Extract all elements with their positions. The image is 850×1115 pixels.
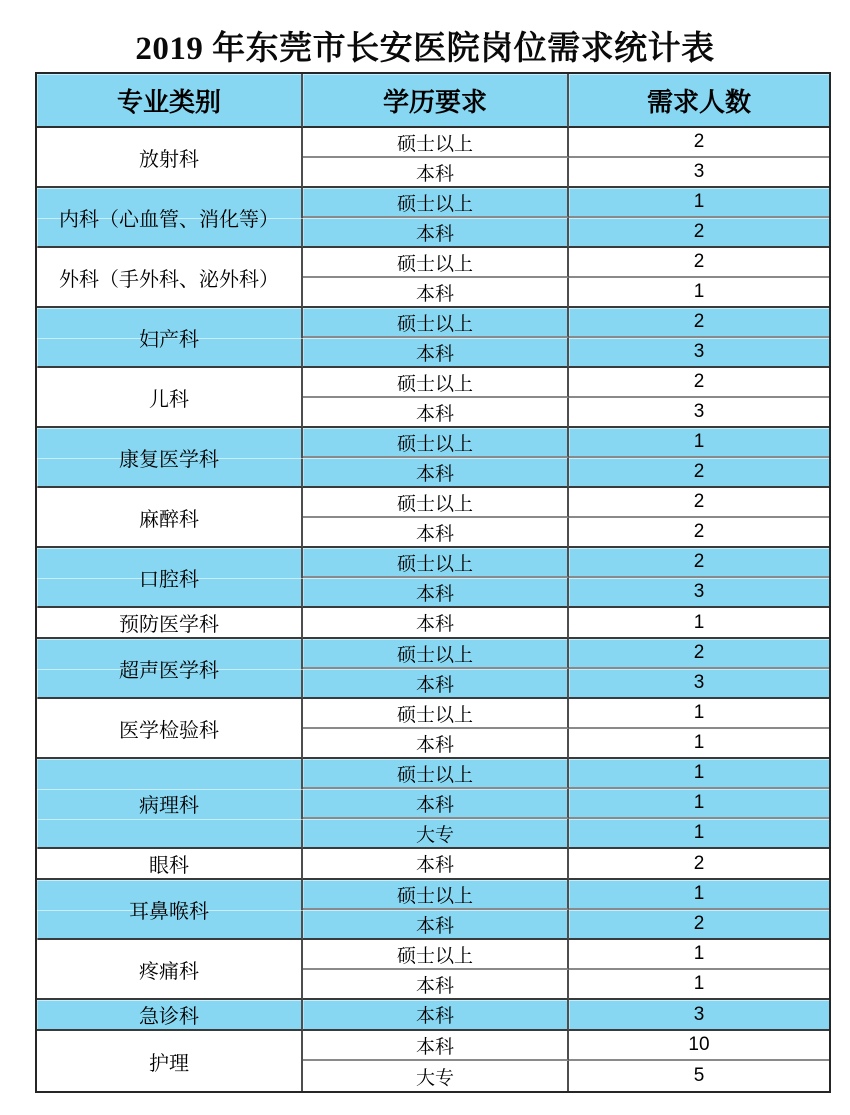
table-row [37, 188, 829, 218]
table-row [37, 699, 829, 729]
education-cell: 本科 [303, 518, 569, 548]
education-cell: 硕士以上 [303, 488, 569, 518]
category-cell: 眼科 [37, 849, 303, 880]
count-cell: 3 [569, 578, 829, 608]
count-cell: 2 [569, 458, 829, 488]
col-header-category: 专业类别 [37, 74, 303, 128]
table-row [37, 940, 829, 970]
category-cell: 护理 [37, 1031, 303, 1091]
count-cell: 2 [569, 849, 829, 880]
education-cell: 硕士以上 [303, 759, 569, 789]
education-cell: 本科 [303, 789, 569, 819]
education-cell: 本科 [303, 218, 569, 248]
education-cell: 硕士以上 [303, 880, 569, 910]
category-cell: 妇产科 [37, 308, 303, 368]
category-cell: 预防医学科 [37, 608, 303, 639]
table-row [37, 759, 829, 789]
education-cell: 本科 [303, 458, 569, 488]
category-cell: 医学检验科 [37, 699, 303, 759]
table-row [37, 548, 829, 578]
count-cell: 1 [569, 699, 829, 729]
count-cell: 5 [569, 1061, 829, 1091]
category-cell: 外科（手外科、泌外科） [37, 248, 303, 308]
table-row [37, 608, 829, 639]
category-cell: 超声医学科 [37, 639, 303, 699]
col-header-count: 需求人数 [569, 74, 829, 128]
education-cell: 本科 [303, 849, 569, 880]
education-cell: 本科 [303, 398, 569, 428]
education-cell: 硕士以上 [303, 940, 569, 970]
education-cell: 本科 [303, 970, 569, 1000]
count-cell: 1 [569, 608, 829, 639]
table-row [37, 639, 829, 669]
education-cell: 本科 [303, 1031, 569, 1061]
category-cell: 口腔科 [37, 548, 303, 608]
count-cell: 1 [569, 188, 829, 218]
count-cell: 1 [569, 970, 829, 1000]
education-cell: 大专 [303, 1061, 569, 1091]
count-cell: 2 [569, 548, 829, 578]
count-cell: 1 [569, 729, 829, 759]
category-cell: 内科（心血管、消化等） [37, 188, 303, 248]
count-cell: 1 [569, 789, 829, 819]
job-demand-table [35, 72, 831, 1093]
count-cell: 2 [569, 248, 829, 278]
category-cell: 疼痛科 [37, 940, 303, 1000]
education-cell: 本科 [303, 1000, 569, 1031]
count-cell: 2 [569, 218, 829, 248]
count-cell: 2 [569, 128, 829, 158]
count-cell: 3 [569, 338, 829, 368]
category-cell: 急诊科 [37, 1000, 303, 1031]
count-cell: 10 [569, 1031, 829, 1061]
count-cell: 2 [569, 910, 829, 940]
count-cell: 3 [569, 669, 829, 699]
col-header-education: 学历要求 [303, 74, 569, 128]
category-cell: 康复医学科 [37, 428, 303, 488]
education-cell: 硕士以上 [303, 188, 569, 218]
count-cell: 3 [569, 398, 829, 428]
count-cell: 3 [569, 158, 829, 188]
education-cell: 硕士以上 [303, 368, 569, 398]
education-cell: 硕士以上 [303, 639, 569, 669]
category-cell: 儿科 [37, 368, 303, 428]
count-cell: 2 [569, 368, 829, 398]
category-cell: 病理科 [37, 759, 303, 849]
education-cell: 大专 [303, 819, 569, 849]
education-cell: 本科 [303, 669, 569, 699]
table-row [37, 128, 829, 158]
education-cell: 本科 [303, 608, 569, 639]
count-cell: 3 [569, 1000, 829, 1031]
count-cell: 1 [569, 819, 829, 849]
category-cell: 放射科 [37, 128, 303, 188]
table-row [37, 368, 829, 398]
table-row [37, 488, 829, 518]
education-cell: 硕士以上 [303, 248, 569, 278]
count-cell: 2 [569, 308, 829, 338]
count-cell: 1 [569, 940, 829, 970]
table-row [37, 849, 829, 880]
table-row [37, 1000, 829, 1031]
category-cell: 耳鼻喉科 [37, 880, 303, 940]
education-cell: 本科 [303, 910, 569, 940]
count-cell: 2 [569, 639, 829, 669]
count-cell: 1 [569, 428, 829, 458]
education-cell: 硕士以上 [303, 128, 569, 158]
count-cell: 2 [569, 488, 829, 518]
education-cell: 本科 [303, 578, 569, 608]
category-cell: 麻醉科 [37, 488, 303, 548]
education-cell: 硕士以上 [303, 699, 569, 729]
table-body [37, 128, 829, 1091]
count-cell: 1 [569, 759, 829, 789]
education-cell: 本科 [303, 338, 569, 368]
page-title: 2019 年东莞市长安医院岗位需求统计表 [135, 31, 715, 67]
table-row [37, 428, 829, 458]
education-cell: 硕士以上 [303, 308, 569, 338]
education-cell: 本科 [303, 278, 569, 308]
education-cell: 本科 [303, 729, 569, 759]
education-cell: 本科 [303, 158, 569, 188]
table-row [37, 248, 829, 278]
count-cell: 1 [569, 880, 829, 910]
table-row [37, 308, 829, 338]
education-cell: 硕士以上 [303, 428, 569, 458]
table-row [37, 880, 829, 910]
count-cell: 1 [569, 278, 829, 308]
education-cell: 硕士以上 [303, 548, 569, 578]
table-row [37, 1031, 829, 1061]
header-row [37, 74, 829, 128]
count-cell: 2 [569, 518, 829, 548]
